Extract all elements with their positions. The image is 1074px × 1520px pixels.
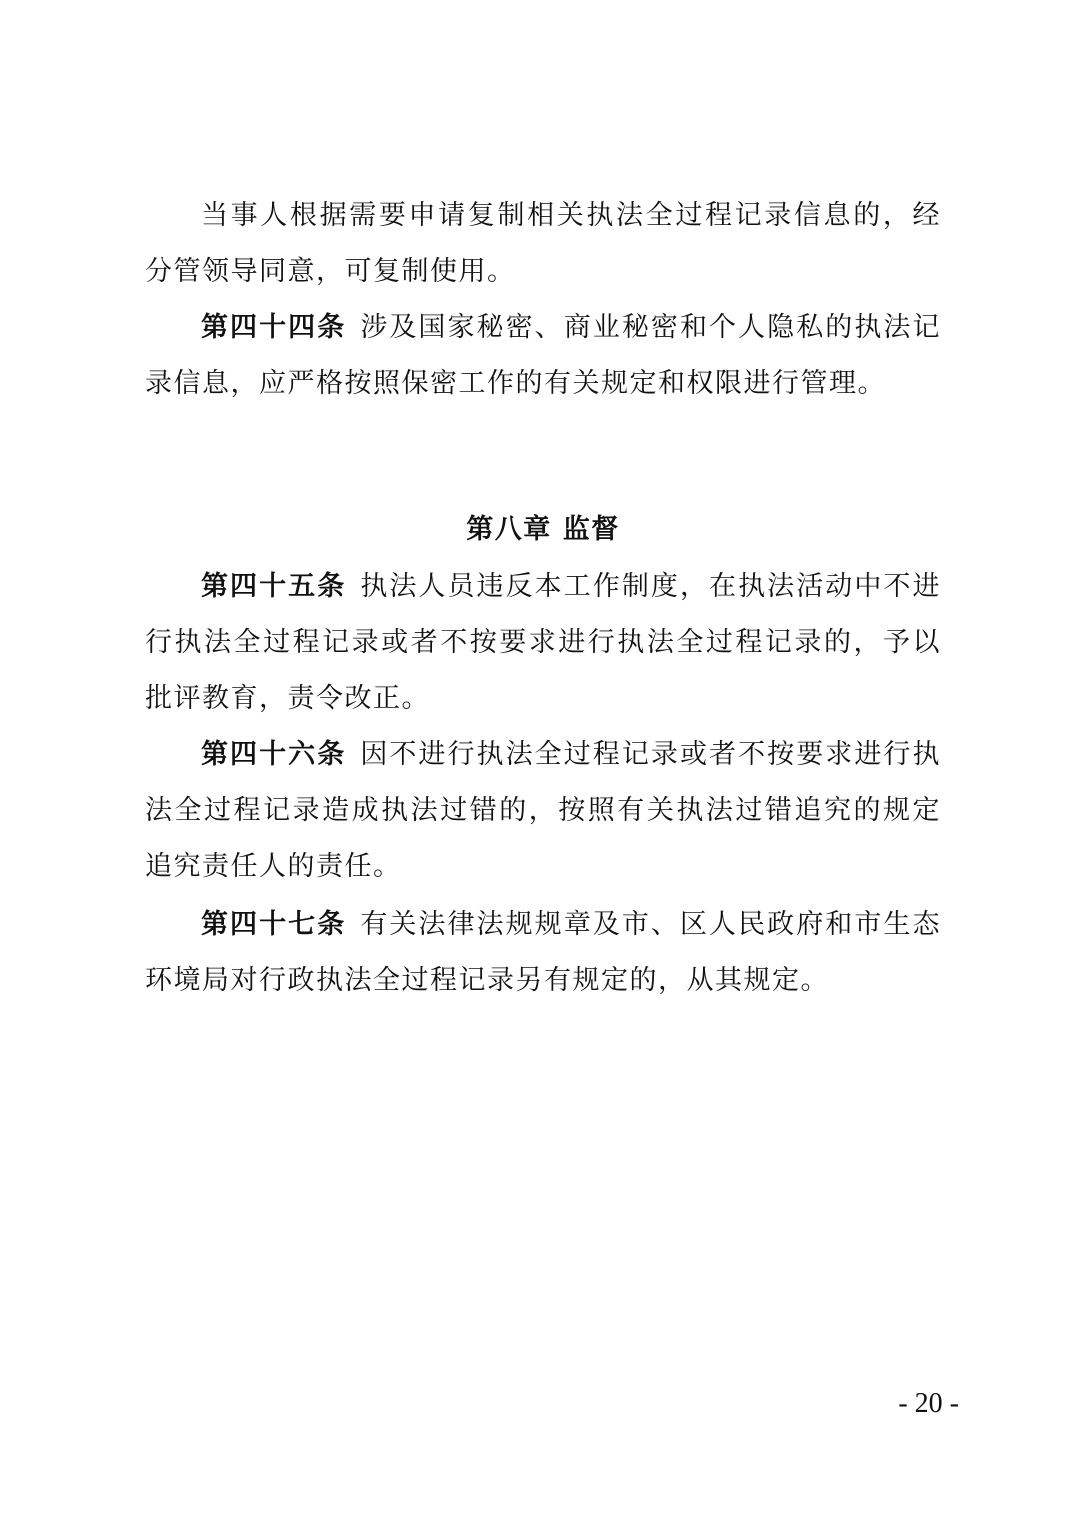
- article-text: 涉及国家秘密、商业秘密和个人隐私的执法记录信息，应严格按照保密工作的有关规定和权限进行管理。: [145, 312, 941, 399]
- article-text: 执法人员违反本工作制度，在执法活动中不进行执法全过程记录或者不按要求进行执法全过程记录的，予以批评教育，责令改正。: [145, 571, 941, 714]
- article-text: 因不进行执法全过程记录或者不按要求进行执法全过程记录造成执法过错的，按照有关执法过错追究的规定追究责任人的责任。: [145, 739, 941, 882]
- article-text: 有关法律法规规章及市、区人民政府和市生态环境局对行政执法全过程记录另有规定的，从其规定。: [145, 909, 941, 996]
- article-46: [145, 727, 941, 895]
- article-number: 第四十五条: [201, 571, 347, 602]
- paragraph-text: 当事人根据需要申请复制相关执法全过程记录信息的，经分管领导同意，可复制使用。: [145, 200, 941, 287]
- article-number: 第四十四条: [201, 312, 347, 343]
- article-number: 第四十六条: [201, 739, 347, 770]
- article-47: [145, 897, 941, 1009]
- paragraph-copy-request: [145, 188, 941, 300]
- page-number: - 20 -: [898, 1388, 959, 1419]
- chapter-heading: 第八章 监督: [466, 514, 620, 545]
- article-45: [145, 559, 941, 727]
- article-number: 第四十七条: [201, 909, 347, 940]
- article-44: [145, 300, 941, 412]
